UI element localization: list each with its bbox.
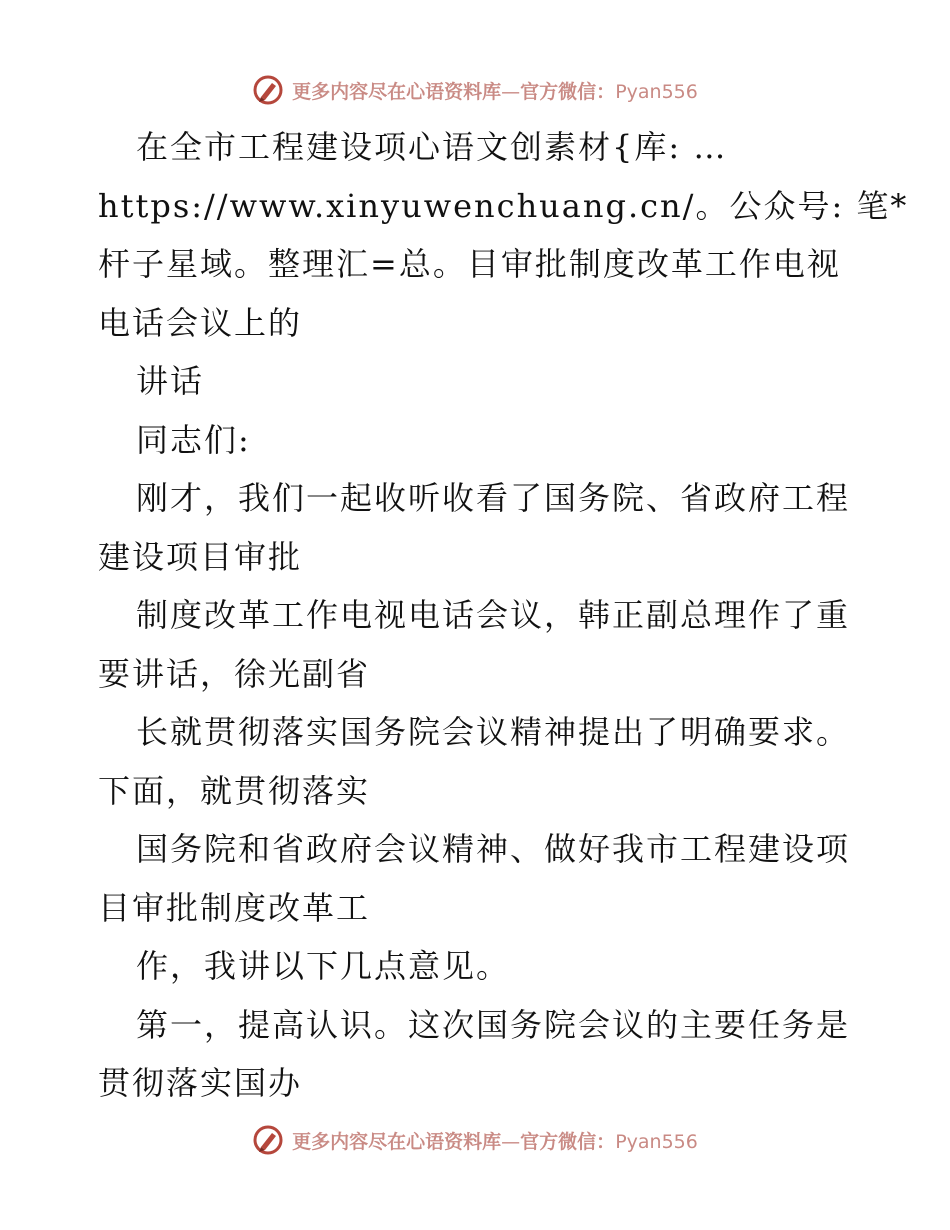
- text-line: 下面，就贯彻落实: [98, 771, 371, 810]
- text-line: 同志们:: [136, 420, 251, 459]
- text-line: 建设项目审批: [98, 537, 303, 576]
- header-watermark-banner: [0, 72, 950, 108]
- banner-main-text: 更多内容尽在心语资料库: [292, 1130, 502, 1153]
- footer-watermark-banner: [0, 1122, 950, 1158]
- banner-main-text: 更多内容尽在心语资料库: [292, 80, 502, 103]
- text-line: 贯彻落实国办: [98, 1064, 303, 1102]
- text-line: 要讲话，徐光副省: [98, 654, 371, 693]
- banner-dash: —: [501, 1130, 521, 1153]
- text-line: 电话会议上的: [98, 303, 303, 342]
- text-line: 讲话: [136, 362, 205, 400]
- text-line: 刚才，我们一起收听收看了国务院、省政府工程: [136, 479, 851, 517]
- text-line: 在全市工程建设项心语文创素材{库: …: [136, 128, 728, 166]
- text-line: 制度改革工作电视电话会议，韩正副总理作了重: [136, 596, 851, 634]
- banner-sub-text: 官方微信：: [520, 80, 616, 103]
- banner-text: [292, 77, 698, 104]
- text-line: 第一，提高认识。这次国务院会议的主要任务是: [136, 1005, 851, 1044]
- text-line: 长就贯彻落实国务院会议精神提出了明确要求。: [136, 713, 851, 751]
- text-line: 杆子星域。整理汇=总。目审批制度改革工作电视: [98, 245, 841, 283]
- banner-wechat-id: Pyan556: [615, 80, 698, 103]
- pen-logo-icon: [252, 1124, 284, 1156]
- banner-text: [292, 1127, 698, 1154]
- banner-wechat-id: Pyan556: [615, 1130, 698, 1153]
- text-line: 作，我讲以下几点意见。: [136, 947, 511, 985]
- pen-logo-icon: [252, 74, 284, 106]
- text-line: https://www.xinyuwenchuang.cn/。公众号: 笔*: [98, 186, 909, 225]
- document-body: [98, 118, 909, 1113]
- text-line: 目审批制度改革工: [98, 888, 371, 927]
- text-line: 国务院和省政府会议精神、做好我市工程建设项: [136, 830, 851, 868]
- banner-dash: —: [501, 80, 521, 103]
- banner-sub-text: 官方微信：: [520, 1130, 616, 1153]
